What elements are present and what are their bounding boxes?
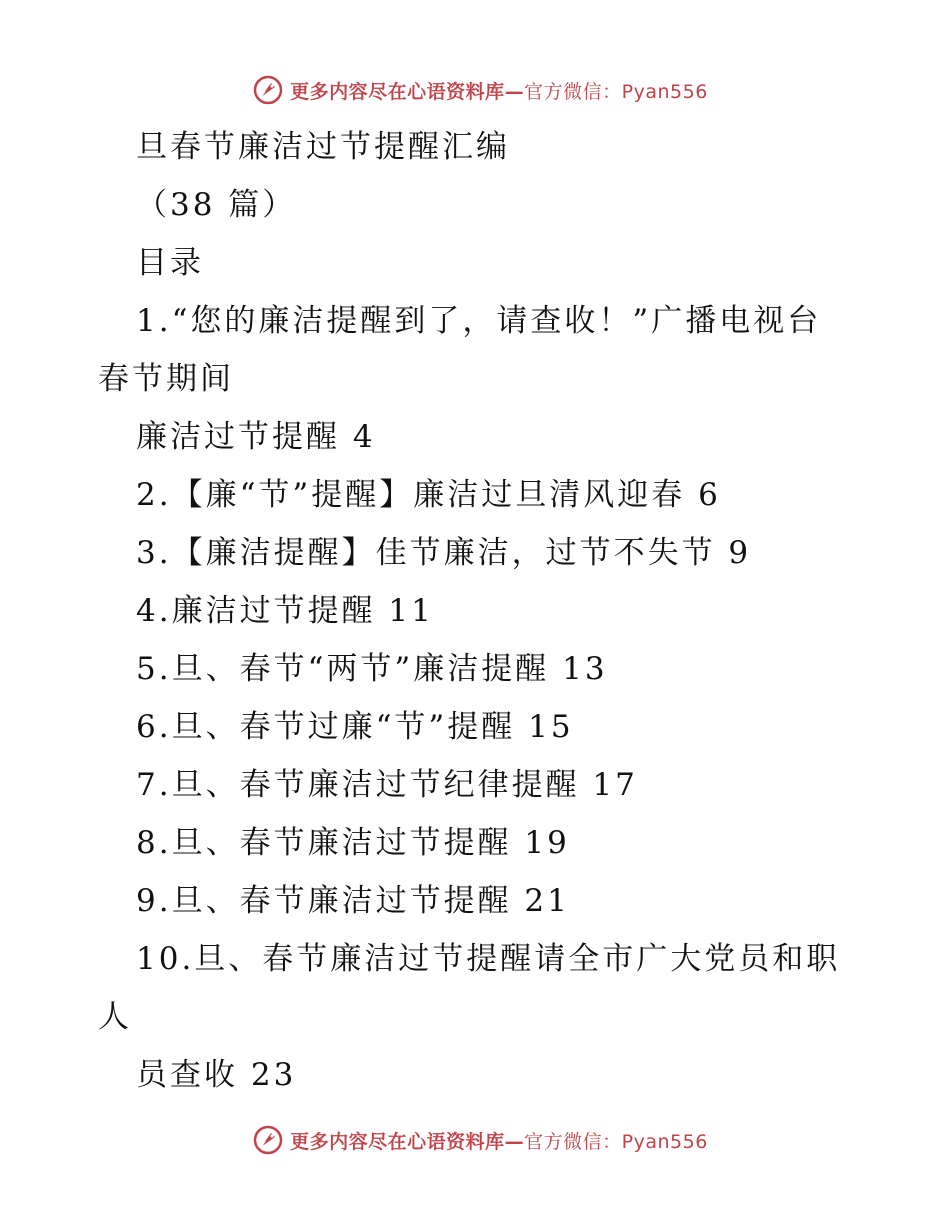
toc-item-1-line3[interactable]: 廉洁过节提醒 4 [136,419,376,455]
toc-item-7[interactable]: 7.旦、春节廉洁过节纪律提醒 17 [136,767,638,803]
toc-item-9[interactable]: 9.旦、春节廉洁过节提醒 21 [136,883,570,919]
banner-text [290,1127,708,1154]
banner-content [252,74,708,106]
toc-item-5[interactable]: 5.旦、春节“两节”廉洁提醒 13 [136,651,608,687]
footer-banner [0,1120,950,1160]
toc-item-10-line3[interactable]: 员查收 23 [136,1057,297,1093]
toc-item-4[interactable]: 4.廉洁过节提醒 11 [136,593,434,629]
document-body [98,118,858,1104]
pen-nib-logo-icon [252,74,284,106]
banner-content [252,1124,708,1156]
banner-wechat-text: 官方微信：Pyan556 [524,1130,708,1153]
banner-dash: — [504,1130,525,1153]
toc-heading: 目录 [136,245,204,281]
banner-main-text: 更多内容尽在心语资料库 [290,1130,505,1153]
banner-dash: — [504,80,525,103]
banner-main-text: 更多内容尽在心语资料库 [290,80,505,103]
toc-item-6[interactable]: 6.旦、春节过廉“节”提醒 15 [136,709,574,745]
toc-item-2[interactable]: 2.【廉“节”提醒】廉洁过旦清风迎春 6 [136,477,721,513]
document-subtitle: （38 篇） [136,187,297,223]
toc-item-1-line1[interactable]: 1.“您的廉洁提醒到了，请查收！”广播电视台 [136,303,822,339]
toc-item-1-line2[interactable]: 春节期间 [98,361,234,397]
toc-item-8[interactable]: 8.旦、春节廉洁过节提醒 19 [136,825,570,861]
banner-wechat-text: 官方微信：Pyan556 [524,80,708,103]
toc-item-10-line1[interactable]: 10.旦、春节廉洁过节提醒请全市广大党员和职 [136,941,841,977]
document-title: 旦春节廉洁过节提醒汇编 [136,129,510,165]
pen-nib-logo-icon [252,1124,284,1156]
header-banner [0,70,950,110]
toc-item-3[interactable]: 3.【廉洁提醒】佳节廉洁，过节不失节 9 [136,535,752,571]
banner-text [290,77,708,104]
toc-item-10-line2[interactable]: 人 [98,999,132,1035]
